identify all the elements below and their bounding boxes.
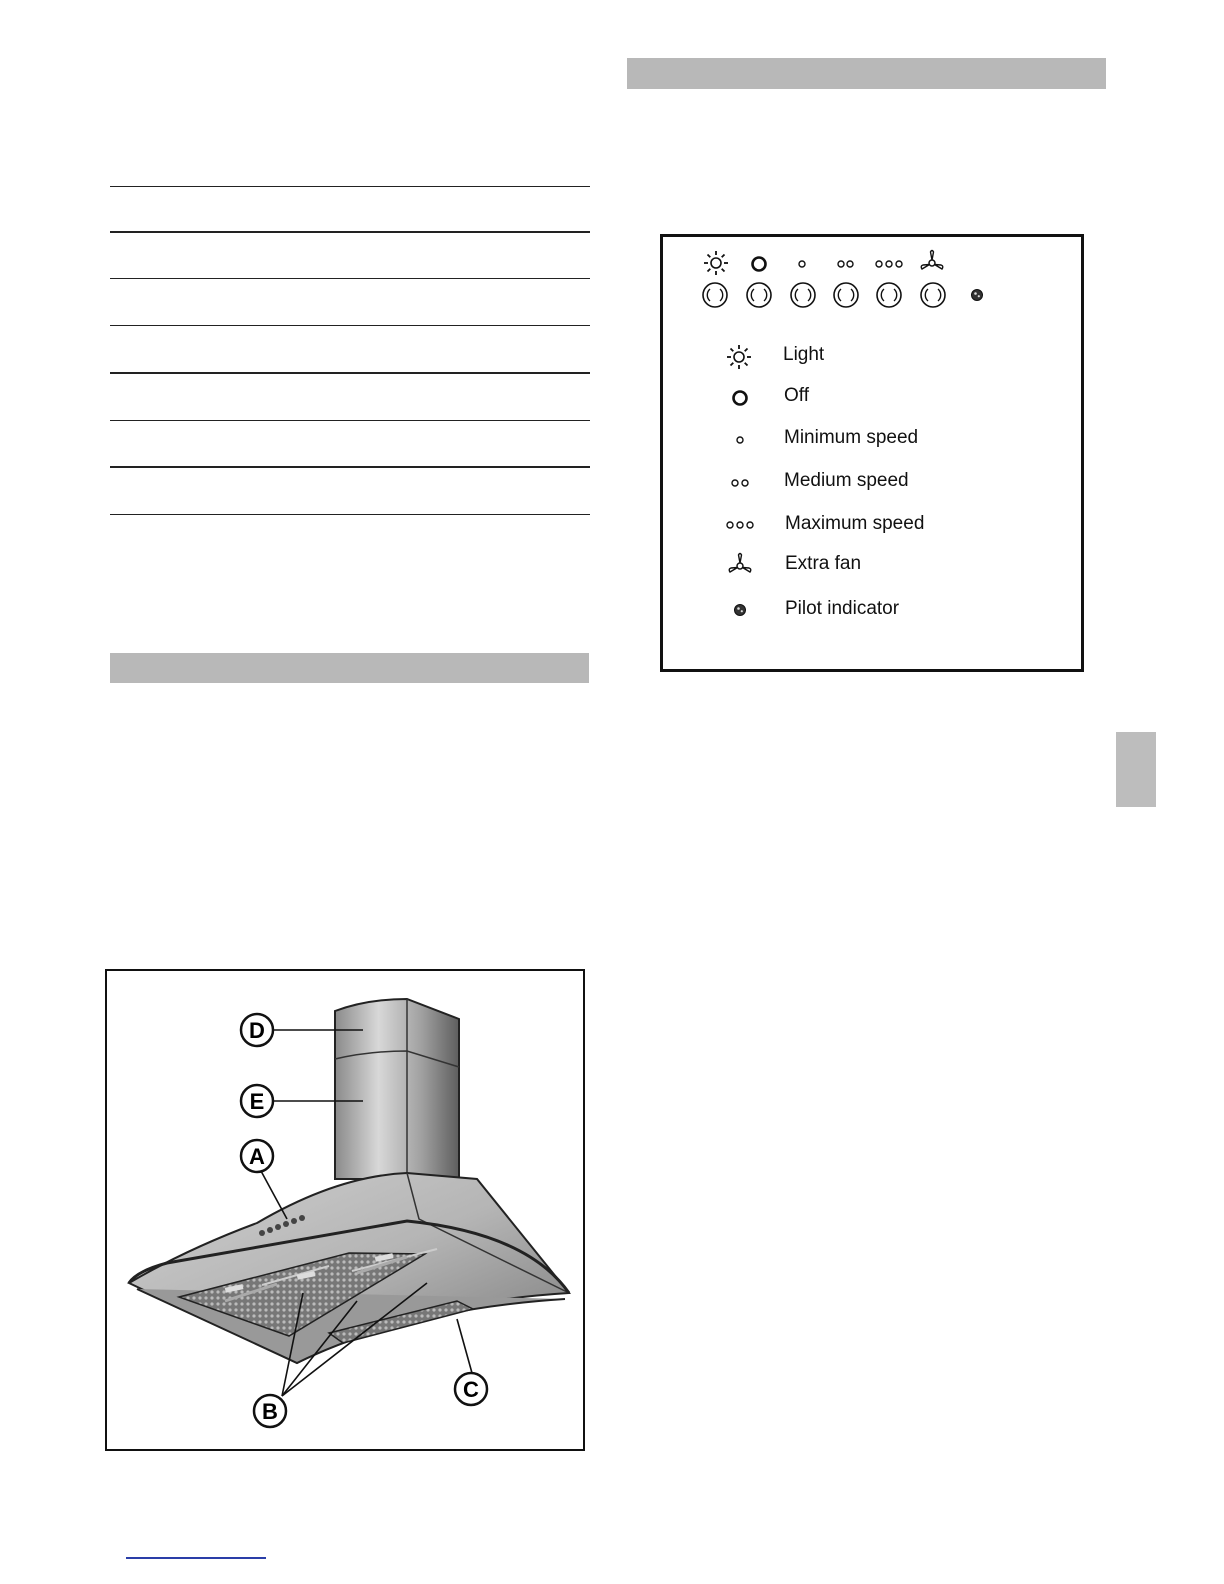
footer-link-underline[interactable]: [126, 1557, 266, 1559]
knob-min-speed[interactable]: [791, 283, 815, 307]
knob-light[interactable]: [703, 283, 727, 307]
two-dots-icon: [838, 261, 853, 267]
legend-off-ring-icon: [734, 392, 747, 405]
cooker-hood-figure: [105, 969, 585, 1451]
legend-three-dots-icon: [727, 522, 753, 528]
callout-b: B: [262, 1399, 278, 1424]
panel-knob-row: [703, 283, 983, 307]
table-rule-7: [110, 466, 590, 468]
side-tab-marker: [1116, 732, 1156, 807]
legend-icons: [727, 345, 753, 616]
right-section-header-band: [627, 58, 1106, 89]
legend-label-medium-speed: Medium speed: [784, 470, 909, 491]
left-section-header-band: [110, 653, 589, 683]
knob-off[interactable]: [747, 283, 771, 307]
table-rule-1: [110, 186, 590, 187]
callout-c: C: [463, 1377, 479, 1402]
knob-medium-speed[interactable]: [834, 283, 858, 307]
legend-label-extra-fan: Extra fan: [785, 553, 862, 574]
one-dot-icon: [799, 261, 805, 267]
control-panel-diagram: [660, 234, 1084, 672]
table-rule-8: [110, 514, 590, 515]
callout-d: D: [249, 1018, 265, 1043]
legend-label-light: Light: [783, 344, 825, 365]
legend-sun-icon: [727, 345, 751, 369]
legend-label-min-speed: Minimum speed: [784, 427, 919, 448]
panel-symbol-row: [704, 251, 943, 276]
legend-fan-icon: [729, 554, 751, 573]
callout-e: E: [249, 1089, 265, 1114]
knob-max-speed[interactable]: [877, 283, 901, 307]
sun-icon: [704, 251, 728, 275]
table-rule-3: [110, 278, 590, 279]
table-rule-2: [110, 231, 590, 233]
pilot-led-icon: [972, 290, 983, 301]
legend-one-dot-icon: [737, 437, 743, 443]
off-ring-icon: [753, 258, 766, 271]
table-rule-5: [110, 372, 590, 374]
table-rule-4: [110, 325, 590, 326]
legend-label-off: Off: [784, 385, 809, 406]
legend-two-dots-icon: [732, 480, 748, 486]
knob-extra-fan[interactable]: [921, 283, 945, 307]
legend-pilot-led-icon: [735, 605, 746, 616]
legend-label-max-speed: Maximum speed: [785, 513, 925, 534]
callout-a: A: [249, 1144, 265, 1169]
three-dots-icon: [876, 261, 902, 267]
fan-icon: [921, 251, 943, 270]
table-rule-6: [110, 420, 590, 421]
chimney: [335, 999, 459, 1179]
legend-label-pilot: Pilot indicator: [785, 598, 900, 619]
